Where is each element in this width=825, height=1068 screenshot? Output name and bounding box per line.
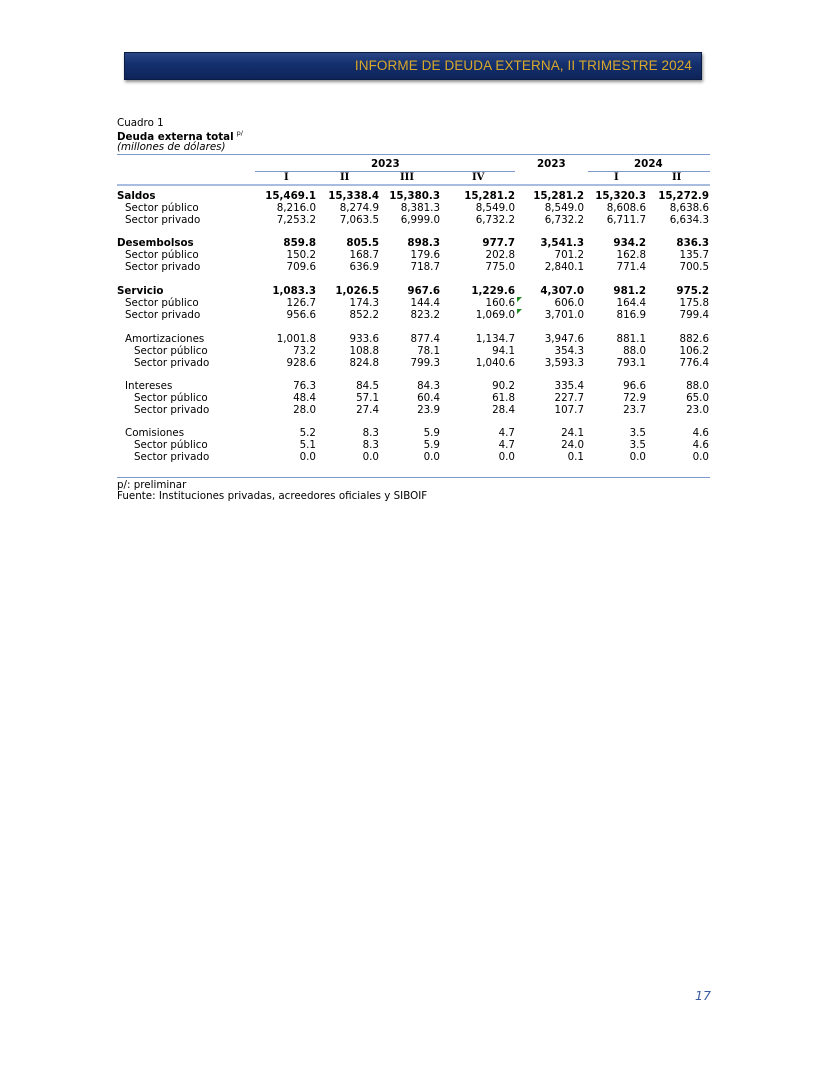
cell: 15,281.2 <box>464 190 515 202</box>
group-header-2023-quarters: 2023 <box>371 158 400 170</box>
table-title-text: Deuda externa total <box>117 131 234 143</box>
cell: 0.0 <box>423 451 440 463</box>
cell: 8,549.0 <box>544 202 584 214</box>
table-row-intereses <box>117 380 710 392</box>
cell: 15,281.2 <box>533 190 584 202</box>
cell: 977.7 <box>482 237 515 249</box>
table-number: Cuadro 1 <box>117 117 164 129</box>
cell: 6,732.2 <box>475 214 515 226</box>
row-label: Sector público <box>125 297 199 309</box>
row-label: Sector privado <box>125 214 201 226</box>
report-header-banner <box>124 52 702 80</box>
cell: 1,134.7 <box>475 333 515 345</box>
cell: 2,840.1 <box>544 261 584 273</box>
row-label: Servicio <box>117 285 164 297</box>
cell: 96.6 <box>623 380 646 392</box>
cell: 61.8 <box>492 392 515 404</box>
cell: 57.1 <box>356 392 379 404</box>
cell: 1,040.6 <box>475 357 515 369</box>
cell: 126.7 <box>286 297 316 309</box>
cell: 8,549.0 <box>475 202 515 214</box>
cell: 150.2 <box>286 249 316 261</box>
row-label: Amortizaciones <box>125 333 205 345</box>
cell: 8,274.9 <box>339 202 379 214</box>
cell: 24.1 <box>561 427 584 439</box>
row-label: Sector privado <box>125 309 201 321</box>
cell: 1,026.5 <box>335 285 379 297</box>
table-units: (millones de dólares) <box>117 141 226 153</box>
col-header-2023-I: I <box>284 172 289 183</box>
row-label: Sector público <box>125 249 199 261</box>
cell: 824.8 <box>349 357 379 369</box>
cell: 6,732.2 <box>544 214 584 226</box>
cell: 775.0 <box>485 261 515 273</box>
row-label: Sector privado <box>125 261 201 273</box>
table-row-servicio-privado <box>117 309 710 321</box>
cell: 8,381.3 <box>400 202 440 214</box>
col-header-2023-III: III <box>400 172 415 183</box>
table-row-intereses-publico <box>117 392 710 404</box>
cell: 5.9 <box>423 427 440 439</box>
cell: 335.4 <box>554 380 584 392</box>
cell: 73.2 <box>293 345 316 357</box>
cell: 48.4 <box>293 392 316 404</box>
cell: 1,001.8 <box>276 333 316 345</box>
row-label: Sector público <box>134 439 208 451</box>
cell: 6,999.0 <box>400 214 440 226</box>
cell: 0.0 <box>692 451 709 463</box>
row-label: Comisiones <box>125 427 185 439</box>
header-bottom-rule <box>117 184 710 186</box>
col-header-2024-I: I <box>614 172 619 183</box>
cell: 8,608.6 <box>606 202 646 214</box>
cell: 3,541.3 <box>540 237 584 249</box>
cell: 877.4 <box>410 333 440 345</box>
row-label: Saldos <box>117 190 156 202</box>
cell: 975.2 <box>676 285 709 297</box>
cell: 88.0 <box>686 380 709 392</box>
report-title: INFORME DE DEUDA EXTERNA, II TRIMESTRE 2024 <box>354 58 692 73</box>
cell: 202.8 <box>485 249 515 261</box>
cell: 823.2 <box>410 309 440 321</box>
cell: 816.9 <box>616 309 646 321</box>
cell: 0.1 <box>567 451 584 463</box>
cell: 23.9 <box>417 404 440 416</box>
cell: 805.5 <box>346 237 379 249</box>
table-row-amortizaciones-privado <box>117 357 710 369</box>
cell: 90.2 <box>492 380 515 392</box>
cell: 799.3 <box>410 357 440 369</box>
table-row-saldos-privado <box>117 214 710 226</box>
table-row-servicio-publico <box>117 297 710 309</box>
cell: 3,947.6 <box>544 333 584 345</box>
row-label: Desembolsos <box>117 237 194 249</box>
cell: 3.5 <box>629 439 646 451</box>
cell: 15,272.9 <box>658 190 709 202</box>
cell: 15,338.4 <box>328 190 379 202</box>
cell: 700.5 <box>679 261 709 273</box>
cell: 24.0 <box>561 439 584 451</box>
cell: 174.3 <box>349 297 379 309</box>
col-header-2023-II: II <box>340 172 350 183</box>
cell: 94.1 <box>492 345 515 357</box>
cell: 718.7 <box>410 261 440 273</box>
cell: 3,701.0 <box>544 309 584 321</box>
row-label: Sector privado <box>134 451 210 463</box>
cell: 7,063.5 <box>339 214 379 226</box>
row-label: Sector público <box>134 345 208 357</box>
cell: 8.3 <box>362 439 379 451</box>
cell: 1,229.6 <box>471 285 515 297</box>
col-header-2023-IV: IV <box>472 172 485 183</box>
table-row-saldos <box>117 190 710 202</box>
table-row-amortizaciones <box>117 333 710 345</box>
cell: 107.7 <box>554 404 584 416</box>
cell: 84.5 <box>356 380 379 392</box>
cell: 168.7 <box>349 249 379 261</box>
cell: 898.3 <box>407 237 440 249</box>
cell: 5.2 <box>299 427 316 439</box>
cell: 84.3 <box>417 380 440 392</box>
cell: 1,083.3 <box>272 285 316 297</box>
cell: 776.4 <box>679 357 709 369</box>
cell: 15,320.3 <box>595 190 646 202</box>
cell: 8.3 <box>362 427 379 439</box>
preliminary-superscript: p/ <box>236 129 243 137</box>
cell: 0.0 <box>362 451 379 463</box>
col-header-2024-II: II <box>672 172 682 183</box>
table-row-comisiones <box>117 427 710 439</box>
footnote-preliminar: p/: preliminar <box>117 479 187 491</box>
table-row-servicio <box>117 285 710 297</box>
cell: 799.4 <box>679 309 709 321</box>
cell: 135.7 <box>679 249 709 261</box>
cell: 3,593.3 <box>544 357 584 369</box>
cell: 15,469.1 <box>265 190 316 202</box>
cell: 108.8 <box>349 345 379 357</box>
cell: 852.2 <box>349 309 379 321</box>
cell: 967.6 <box>407 285 440 297</box>
cell: 5.9 <box>423 439 440 451</box>
cell: 354.3 <box>554 345 584 357</box>
table-row-desembolsos-privado <box>117 261 710 273</box>
cell: 0.0 <box>629 451 646 463</box>
cell: 882.6 <box>679 333 709 345</box>
cell: 28.4 <box>492 404 515 416</box>
table-row-intereses-privado <box>117 404 710 416</box>
cell: 160.6 <box>485 297 515 309</box>
row-label: Sector público <box>134 392 208 404</box>
cell: 0.0 <box>498 451 515 463</box>
cell: 76.3 <box>293 380 316 392</box>
cell: 227.7 <box>554 392 584 404</box>
cell: 934.2 <box>613 237 646 249</box>
cell: 106.2 <box>679 345 709 357</box>
cell: 606.0 <box>554 297 584 309</box>
table-row-desembolsos-publico <box>117 249 710 261</box>
cell: 4.6 <box>692 439 709 451</box>
row-label: Intereses <box>125 380 173 392</box>
cell: 881.1 <box>616 333 646 345</box>
cell: 701.2 <box>554 249 584 261</box>
cell: 7,253.2 <box>276 214 316 226</box>
cell: 8,638.6 <box>669 202 709 214</box>
cell: 28.0 <box>293 404 316 416</box>
row-label: Sector privado <box>134 404 210 416</box>
cell: 23.7 <box>623 404 646 416</box>
cell: 175.8 <box>679 297 709 309</box>
cell: 72.9 <box>623 392 646 404</box>
cell: 771.4 <box>616 261 646 273</box>
cell: 162.8 <box>616 249 646 261</box>
cell: 4,307.0 <box>540 285 584 297</box>
table-row-amortizaciones-publico <box>117 345 710 357</box>
cell: 928.6 <box>286 357 316 369</box>
cell: 4.7 <box>498 439 515 451</box>
cell: 636.9 <box>349 261 379 273</box>
cell: 709.6 <box>286 261 316 273</box>
cell: 3.5 <box>629 427 646 439</box>
cell: 6,634.3 <box>669 214 709 226</box>
cell: 4.6 <box>692 427 709 439</box>
cell: 981.2 <box>613 285 646 297</box>
group-header-2024: 2024 <box>634 158 663 170</box>
group-2024-underline <box>588 171 710 172</box>
cell: 65.0 <box>686 392 709 404</box>
table-row-saldos-publico <box>117 202 710 214</box>
cell: 88.0 <box>623 345 646 357</box>
table-row-comisiones-publico <box>117 439 710 451</box>
cell: 164.4 <box>616 297 646 309</box>
table-top-rule <box>117 154 710 155</box>
cell: 1,069.0 <box>475 309 515 321</box>
cell: 27.4 <box>356 404 379 416</box>
cell: 933.6 <box>349 333 379 345</box>
cell: 0.0 <box>299 451 316 463</box>
group-header-2023-annual: 2023 <box>537 158 566 170</box>
cell: 78.1 <box>417 345 440 357</box>
page-number: 17 <box>695 988 711 1003</box>
table-bottom-rule <box>117 477 710 478</box>
cell: 23.0 <box>686 404 709 416</box>
cell: 5.1 <box>299 439 316 451</box>
cell: 859.8 <box>283 237 316 249</box>
table-row-comisiones-privado <box>117 451 710 463</box>
cell: 15,380.3 <box>389 190 440 202</box>
cell: 793.1 <box>616 357 646 369</box>
row-label: Sector privado <box>134 357 210 369</box>
row-label: Sector público <box>125 202 199 214</box>
cell: 4.7 <box>498 427 515 439</box>
cell: 6,711.7 <box>606 214 646 226</box>
cell: 956.6 <box>286 309 316 321</box>
cell: 8,216.0 <box>276 202 316 214</box>
cell: 179.6 <box>410 249 440 261</box>
cell: 60.4 <box>417 392 440 404</box>
footnote-source: Fuente: Instituciones privadas, acreedores oficiales y SIBOIF <box>117 490 428 502</box>
table-row-desembolsos <box>117 237 710 249</box>
cell: 836.3 <box>676 237 709 249</box>
cell: 144.4 <box>410 297 440 309</box>
